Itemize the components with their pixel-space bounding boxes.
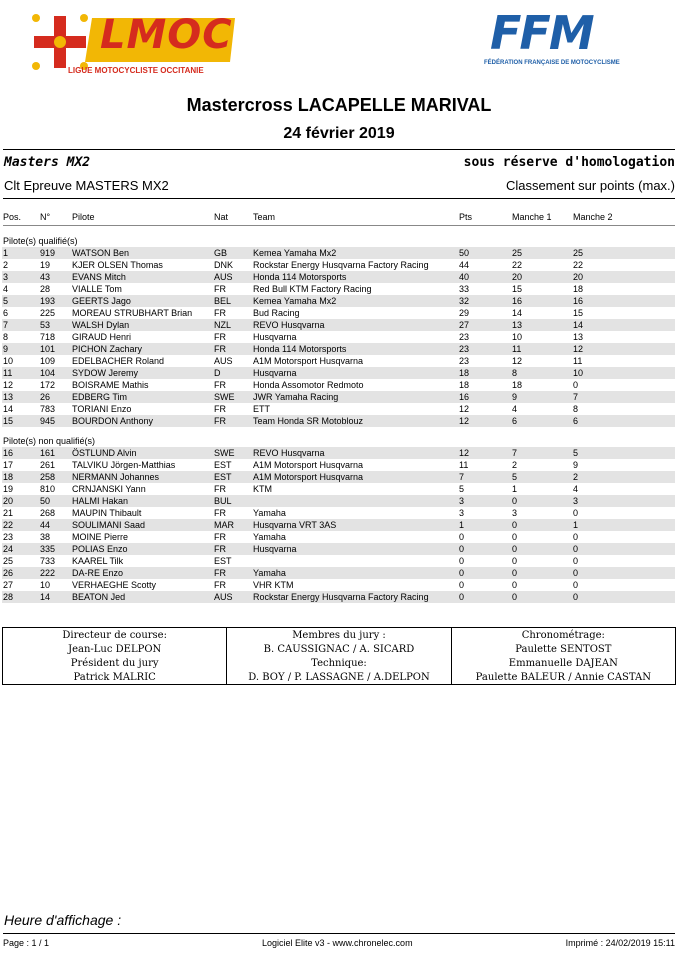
officials-cell: Paulette BALEUR / Annie CASTAN <box>451 670 675 685</box>
cell-pos: 3 <box>3 272 9 282</box>
cell-pos: 21 <box>3 508 14 518</box>
cell-num: 28 <box>40 284 51 294</box>
table-row <box>2 283 675 295</box>
cell-m1: 20 <box>512 272 523 282</box>
cell-m1: 16 <box>512 296 523 306</box>
table-row <box>2 495 675 507</box>
category-title: Masters MX2 <box>4 155 91 170</box>
cell-pilote: TORIANI Enzo <box>72 404 132 414</box>
cell-pts: 18 <box>459 368 470 378</box>
cell-pts: 23 <box>459 356 470 366</box>
cell-team: REVO Husqvarna <box>253 320 325 330</box>
cell-team: Honda 114 Motorsports <box>253 272 347 282</box>
cell-team: Husqvarna <box>253 368 297 378</box>
page-number: Page : 1 / 1 <box>3 938 50 948</box>
table-row <box>2 415 675 427</box>
cell-num: 810 <box>40 484 56 494</box>
cell-pts: 33 <box>459 284 470 294</box>
cell-pts: 0 <box>459 592 465 602</box>
cell-pos: 25 <box>3 556 14 566</box>
cell-pos: 4 <box>3 284 9 294</box>
officials-cell: B. CAUSSIGNAC / A. SICARD <box>227 642 451 656</box>
cell-num: 733 <box>40 556 56 566</box>
cell-pilote: GEERTS Jago <box>72 296 131 306</box>
cell-pilote: HALMI Hakan <box>72 496 129 506</box>
cell-m2: 15 <box>573 308 584 318</box>
cell-m2: 6 <box>573 416 579 426</box>
cell-nat: D <box>214 368 221 378</box>
cell-pts: 7 <box>459 472 465 482</box>
table-row <box>2 247 675 259</box>
lmoc-logo-text: LMOC <box>100 12 233 58</box>
cell-m1: 9 <box>512 392 518 402</box>
table-row <box>2 343 675 355</box>
table-row <box>2 403 675 415</box>
cell-team: Red Bull KTM Factory Racing <box>253 284 372 294</box>
table-row <box>2 471 675 483</box>
cell-pos: 5 <box>3 296 9 306</box>
cell-team: ETT <box>253 404 270 414</box>
cell-num: 222 <box>40 568 56 578</box>
cell-pos: 23 <box>3 532 14 542</box>
cell-nat: FR <box>214 332 226 342</box>
cell-m2: 13 <box>573 332 584 342</box>
cell-num: 50 <box>40 496 51 506</box>
cell-nat: FR <box>214 416 226 426</box>
table-row <box>2 367 675 379</box>
cell-pts: 18 <box>459 380 470 390</box>
cell-m1: 25 <box>512 248 523 258</box>
cell-m1: 2 <box>512 460 518 470</box>
cell-pilote: EVANS Mitch <box>72 272 126 282</box>
cell-m2: 16 <box>573 296 584 306</box>
col-manche1: Manche 1 <box>512 212 552 222</box>
cell-pilote: CRNJANSKI Yann <box>72 484 146 494</box>
cell-team: Rockstar Energy Husqvarna Factory Racing <box>253 260 429 270</box>
cell-m1: 8 <box>512 368 518 378</box>
cell-num: 26 <box>40 392 51 402</box>
cell-pos: 18 <box>3 472 14 482</box>
officials-cell: Jean-Luc DELPON <box>3 642 227 656</box>
cell-team: Rockstar Energy Husqvarna Factory Racing <box>253 592 429 602</box>
officials-row <box>3 656 676 670</box>
cell-m2: 22 <box>573 260 584 270</box>
table-row <box>2 483 675 495</box>
cell-pts: 1 <box>459 520 465 530</box>
divider <box>3 225 675 226</box>
cell-m2: 0 <box>573 532 579 542</box>
cell-m2: 0 <box>573 556 579 566</box>
table-row <box>2 259 675 271</box>
cell-team: Husqvarna VRT 3AS <box>253 520 337 530</box>
cell-m2: 25 <box>573 248 584 258</box>
cell-m1: 0 <box>512 532 518 542</box>
cell-m1: 0 <box>512 592 518 602</box>
cell-pts: 0 <box>459 580 465 590</box>
cell-pos: 19 <box>3 484 14 494</box>
ffm-logo-subtitle: FÉDÉRATION FRANÇAISE DE MOTOCYCLISME <box>484 60 620 66</box>
cell-m1: 0 <box>512 568 518 578</box>
cell-pilote: GIRAUD Henri <box>72 332 132 342</box>
cell-pos: 26 <box>3 568 14 578</box>
cell-m1: 11 <box>512 344 522 354</box>
cell-m2: 2 <box>573 472 579 482</box>
cell-m1: 3 <box>512 508 518 518</box>
cell-pilote: MOINE Pierre <box>72 532 129 542</box>
cell-num: 193 <box>40 296 56 306</box>
cell-pos: 16 <box>3 448 14 458</box>
classification-subtitle: Clt Epreuve MASTERS MX2 <box>4 178 169 193</box>
cell-m1: 5 <box>512 472 518 482</box>
cell-nat: BEL <box>214 296 232 306</box>
cell-team: Husqvarna <box>253 544 297 554</box>
cell-pos: 14 <box>3 404 14 414</box>
divider <box>3 149 675 150</box>
cell-pos: 24 <box>3 544 14 554</box>
cell-m2: 12 <box>573 344 584 354</box>
cell-pilote: PICHON Zachary <box>72 344 143 354</box>
cell-pos: 12 <box>3 380 14 390</box>
group-not-qualified-label: Pilote(s) non qualifié(s) <box>3 436 96 446</box>
cell-m2: 10 <box>573 368 584 378</box>
cell-num: 919 <box>40 248 56 258</box>
cell-m2: 9 <box>573 460 579 470</box>
cell-m2: 7 <box>573 392 579 402</box>
cell-pilote: MOREAU STRUBHART Brian <box>72 308 193 318</box>
officials-cell: Patrick MALRIC <box>3 670 227 685</box>
table-row <box>2 543 675 555</box>
homologation-note: sous réserve d'homologation <box>463 155 675 170</box>
cell-pos: 15 <box>3 416 14 426</box>
cell-pos: 8 <box>3 332 9 342</box>
cell-nat: AUS <box>214 272 233 282</box>
cell-team: VHR KTM <box>253 580 294 590</box>
officials-cell: Directeur de course: <box>3 628 227 643</box>
cell-m1: 4 <box>512 404 518 414</box>
cell-m1: 0 <box>512 520 518 530</box>
cell-pts: 40 <box>459 272 470 282</box>
cell-pos: 9 <box>3 344 9 354</box>
cell-nat: EST <box>214 460 232 470</box>
table-row <box>2 295 675 307</box>
cell-nat: FR <box>214 404 226 414</box>
cell-nat: FR <box>214 508 226 518</box>
cell-pilote: VERHAEGHE Scotty <box>72 580 157 590</box>
table-row <box>2 591 675 603</box>
cell-m1: 0 <box>512 544 518 554</box>
cell-m1: 0 <box>512 496 518 506</box>
cell-pilote: NERMANN Johannes <box>72 472 160 482</box>
cell-team: Kemea Yamaha Mx2 <box>253 248 337 258</box>
cell-pilote: ÖSTLUND Alvin <box>72 448 137 458</box>
cell-pos: 6 <box>3 308 9 318</box>
cell-nat: FR <box>214 380 226 390</box>
cell-m2: 0 <box>573 568 579 578</box>
cell-pos: 11 <box>3 368 13 378</box>
cell-num: 268 <box>40 508 56 518</box>
cell-num: 335 <box>40 544 56 554</box>
table-row <box>2 355 675 367</box>
cell-team: Honda Assomotor Redmoto <box>253 380 364 390</box>
ffm-logo-text: FFM <box>490 6 593 60</box>
cell-m2: 0 <box>573 544 579 554</box>
cell-team: JWR Yamaha Racing <box>253 392 339 402</box>
cell-m1: 0 <box>512 580 518 590</box>
cell-pts: 3 <box>459 508 465 518</box>
table-row <box>2 507 675 519</box>
cell-team: A1M Motorsport Husqvarna <box>253 460 364 470</box>
cell-pts: 11 <box>459 460 469 470</box>
cell-nat: FR <box>214 532 226 542</box>
cell-num: 109 <box>40 356 56 366</box>
cell-m1: 12 <box>512 356 523 366</box>
col-pilote: Pilote <box>72 212 95 222</box>
cell-num: 718 <box>40 332 56 342</box>
lmoc-logo-subtitle: LIGUE MOTOCYCLISTE OCCITANIE <box>68 66 204 75</box>
officials-cell: D. BOY / P. LASSAGNE / A.DELPON <box>227 670 451 685</box>
officials-row <box>3 628 676 643</box>
table-row <box>2 391 675 403</box>
table-row <box>2 579 675 591</box>
cell-m1: 22 <box>512 260 523 270</box>
cell-pts: 3 <box>459 496 465 506</box>
cell-m2: 0 <box>573 380 579 390</box>
officials-cell: Chronométrage: <box>451 628 675 643</box>
cell-pts: 0 <box>459 544 465 554</box>
display-time-label: Heure d'affichage : <box>4 912 122 928</box>
cell-pos: 22 <box>3 520 14 530</box>
officials-row <box>3 642 676 656</box>
table-row <box>2 319 675 331</box>
table-row <box>2 459 675 471</box>
cell-num: 104 <box>40 368 56 378</box>
cell-num: 783 <box>40 404 56 414</box>
cell-num: 261 <box>40 460 56 470</box>
cell-m1: 7 <box>512 448 518 458</box>
cell-nat: SWE <box>214 448 235 458</box>
cell-pos: 20 <box>3 496 14 506</box>
software-credit: Logiciel Elite v3 - www.chronelec.com <box>262 938 413 948</box>
cell-num: 38 <box>40 532 51 542</box>
cell-pos: 2 <box>3 260 9 270</box>
cell-pilote: DA-RE Enzo <box>72 568 124 578</box>
cell-nat: EST <box>214 556 232 566</box>
cell-num: 258 <box>40 472 56 482</box>
table-row <box>2 567 675 579</box>
cell-pos: 17 <box>3 460 14 470</box>
cell-pts: 5 <box>459 484 465 494</box>
cell-m2: 0 <box>573 580 579 590</box>
officials-cell: Président du jury <box>3 656 227 670</box>
cell-nat: BUL <box>214 496 232 506</box>
cell-num: 19 <box>40 260 51 270</box>
cell-nat: SWE <box>214 392 235 402</box>
cell-num: 945 <box>40 416 56 426</box>
event-title: Mastercross LACAPELLE MARIVAL <box>186 95 492 115</box>
cell-m2: 1 <box>573 520 579 530</box>
cell-team: Yamaha <box>253 508 286 518</box>
divider <box>3 933 675 934</box>
cell-m1: 10 <box>512 332 523 342</box>
cell-pos: 13 <box>3 392 14 402</box>
ffm-logo <box>478 6 648 72</box>
cell-m2: 5 <box>573 448 579 458</box>
cell-nat: AUS <box>214 356 233 366</box>
table-row <box>2 379 675 391</box>
lmoc-logo <box>30 6 240 80</box>
cell-nat: FR <box>214 580 226 590</box>
cell-pilote: WALSH Dylan <box>72 320 130 330</box>
cell-num: 225 <box>40 308 56 318</box>
cell-num: 14 <box>40 592 51 602</box>
table-row <box>2 331 675 343</box>
officials-row <box>3 670 676 685</box>
cell-m2: 4 <box>573 484 579 494</box>
cell-pts: 23 <box>459 332 470 342</box>
table-row <box>2 447 675 459</box>
cell-pilote: MAUPIN Thibault <box>72 508 142 518</box>
cell-num: 161 <box>40 448 56 458</box>
cell-pts: 50 <box>459 248 470 258</box>
cell-m1: 15 <box>512 284 523 294</box>
col-team: Team <box>253 212 276 222</box>
cell-pts: 44 <box>459 260 470 270</box>
cell-num: 172 <box>40 380 56 390</box>
col-num: N° <box>40 212 51 222</box>
cell-m2: 14 <box>573 320 584 330</box>
group-qualified-label: Pilote(s) qualifié(s) <box>3 236 78 246</box>
cell-pts: 32 <box>459 296 470 306</box>
cell-nat: GB <box>214 248 228 258</box>
cell-nat: FR <box>214 544 226 554</box>
cell-team: Kemea Yamaha Mx2 <box>253 296 337 306</box>
cell-nat: FR <box>214 568 226 578</box>
cell-pts: 0 <box>459 532 465 542</box>
cell-m2: 3 <box>573 496 579 506</box>
cell-num: 43 <box>40 272 51 282</box>
table-row <box>2 271 675 283</box>
cell-m2: 18 <box>573 284 584 294</box>
cell-team: Yamaha <box>253 532 286 542</box>
cell-pilote: TALVIKU Jörgen-Matthias <box>72 460 176 470</box>
cell-nat: MAR <box>214 520 234 530</box>
col-pts: Pts <box>459 212 473 222</box>
cell-pilote: SOULIMANI Saad <box>72 520 146 530</box>
officials-cell: Emmanuelle DAJEAN <box>451 656 675 670</box>
cell-nat: NZL <box>214 320 232 330</box>
cell-num: 44 <box>40 520 51 530</box>
cell-nat: EST <box>214 472 232 482</box>
divider <box>3 198 675 199</box>
cell-pts: 0 <box>459 568 465 578</box>
cell-nat: DNK <box>214 260 234 270</box>
table-row <box>2 307 675 319</box>
cell-pts: 23 <box>459 344 470 354</box>
cell-team: Team Honda SR Motoblouz <box>253 416 364 426</box>
cell-pilote: KJER OLSEN Thomas <box>72 260 163 270</box>
table-row <box>2 555 675 567</box>
officials-table <box>2 627 676 685</box>
cell-pilote: POLIAS Enzo <box>72 544 128 554</box>
cell-team: Yamaha <box>253 568 286 578</box>
cell-m2: 0 <box>573 508 579 518</box>
cell-pts: 12 <box>459 416 470 426</box>
cell-m1: 0 <box>512 556 518 566</box>
cell-pilote: WATSON Ben <box>72 248 130 258</box>
cell-pts: 29 <box>459 308 470 318</box>
print-timestamp: Imprimé : 24/02/2019 15:11 <box>565 938 675 948</box>
cell-team: A1M Motorsport Husqvarna <box>253 472 364 482</box>
cell-m2: 20 <box>573 272 584 282</box>
cell-m1: 6 <box>512 416 518 426</box>
cell-team: Bud Racing <box>253 308 300 318</box>
cell-pilote: BOURDON Anthony <box>72 416 154 426</box>
cell-nat: AUS <box>214 592 233 602</box>
cell-num: 10 <box>40 580 51 590</box>
cell-pos: 7 <box>3 320 9 330</box>
cell-m1: 18 <box>512 380 523 390</box>
cell-num: 53 <box>40 320 51 330</box>
cell-team: Husqvarna <box>253 332 297 342</box>
cell-m1: 13 <box>512 320 523 330</box>
cell-pilote: SYDOW Jeremy <box>72 368 139 378</box>
cell-nat: FR <box>214 284 226 294</box>
cell-pts: 0 <box>459 556 465 566</box>
cell-team: KTM <box>253 484 272 494</box>
cell-m1: 1 <box>512 484 518 494</box>
cell-pilote: BEATON Jed <box>72 592 126 602</box>
col-manche2: Manche 2 <box>573 212 613 222</box>
cell-team: Honda 114 Motorsports <box>253 344 347 354</box>
officials-cell: Paulette SENTOST <box>451 642 675 656</box>
classification-type: Classement sur points (max.) <box>505 178 675 193</box>
table-row <box>2 531 675 543</box>
officials-cell: Technique: <box>227 656 451 670</box>
cell-nat: FR <box>214 308 226 318</box>
cell-m2: 0 <box>573 592 579 602</box>
cell-pos: 1 <box>3 248 9 258</box>
col-pos: Pos. <box>3 212 22 222</box>
cell-pos: 27 <box>3 580 14 590</box>
col-nat: Nat <box>214 212 229 222</box>
cell-pilote: EDBERG Tim <box>72 392 128 402</box>
cell-pilote: KAAREL Tilk <box>72 556 124 566</box>
cell-team: REVO Husqvarna <box>253 448 325 458</box>
event-date: 24 février 2019 <box>283 125 395 142</box>
cell-pilote: VIALLE Tom <box>72 284 122 294</box>
table-row <box>2 519 675 531</box>
cell-m2: 8 <box>573 404 579 414</box>
cell-team: A1M Motorsport Husqvarna <box>253 356 364 366</box>
cell-nat: FR <box>214 484 226 494</box>
cell-m1: 14 <box>512 308 523 318</box>
cell-nat: FR <box>214 344 226 354</box>
cell-pos: 28 <box>3 592 14 602</box>
cell-num: 101 <box>40 344 56 354</box>
officials-cell: Membres du jury : <box>227 628 451 643</box>
cell-pts: 12 <box>459 404 470 414</box>
cell-pilote: EDELBACHER Roland <box>72 356 165 366</box>
cell-pos: 10 <box>3 356 14 366</box>
cell-pts: 16 <box>459 392 470 402</box>
cell-pilote: BOISRAME Mathis <box>72 380 149 390</box>
cell-pts: 12 <box>459 448 470 458</box>
cell-m2: 11 <box>573 356 583 366</box>
cell-pts: 27 <box>459 320 470 330</box>
